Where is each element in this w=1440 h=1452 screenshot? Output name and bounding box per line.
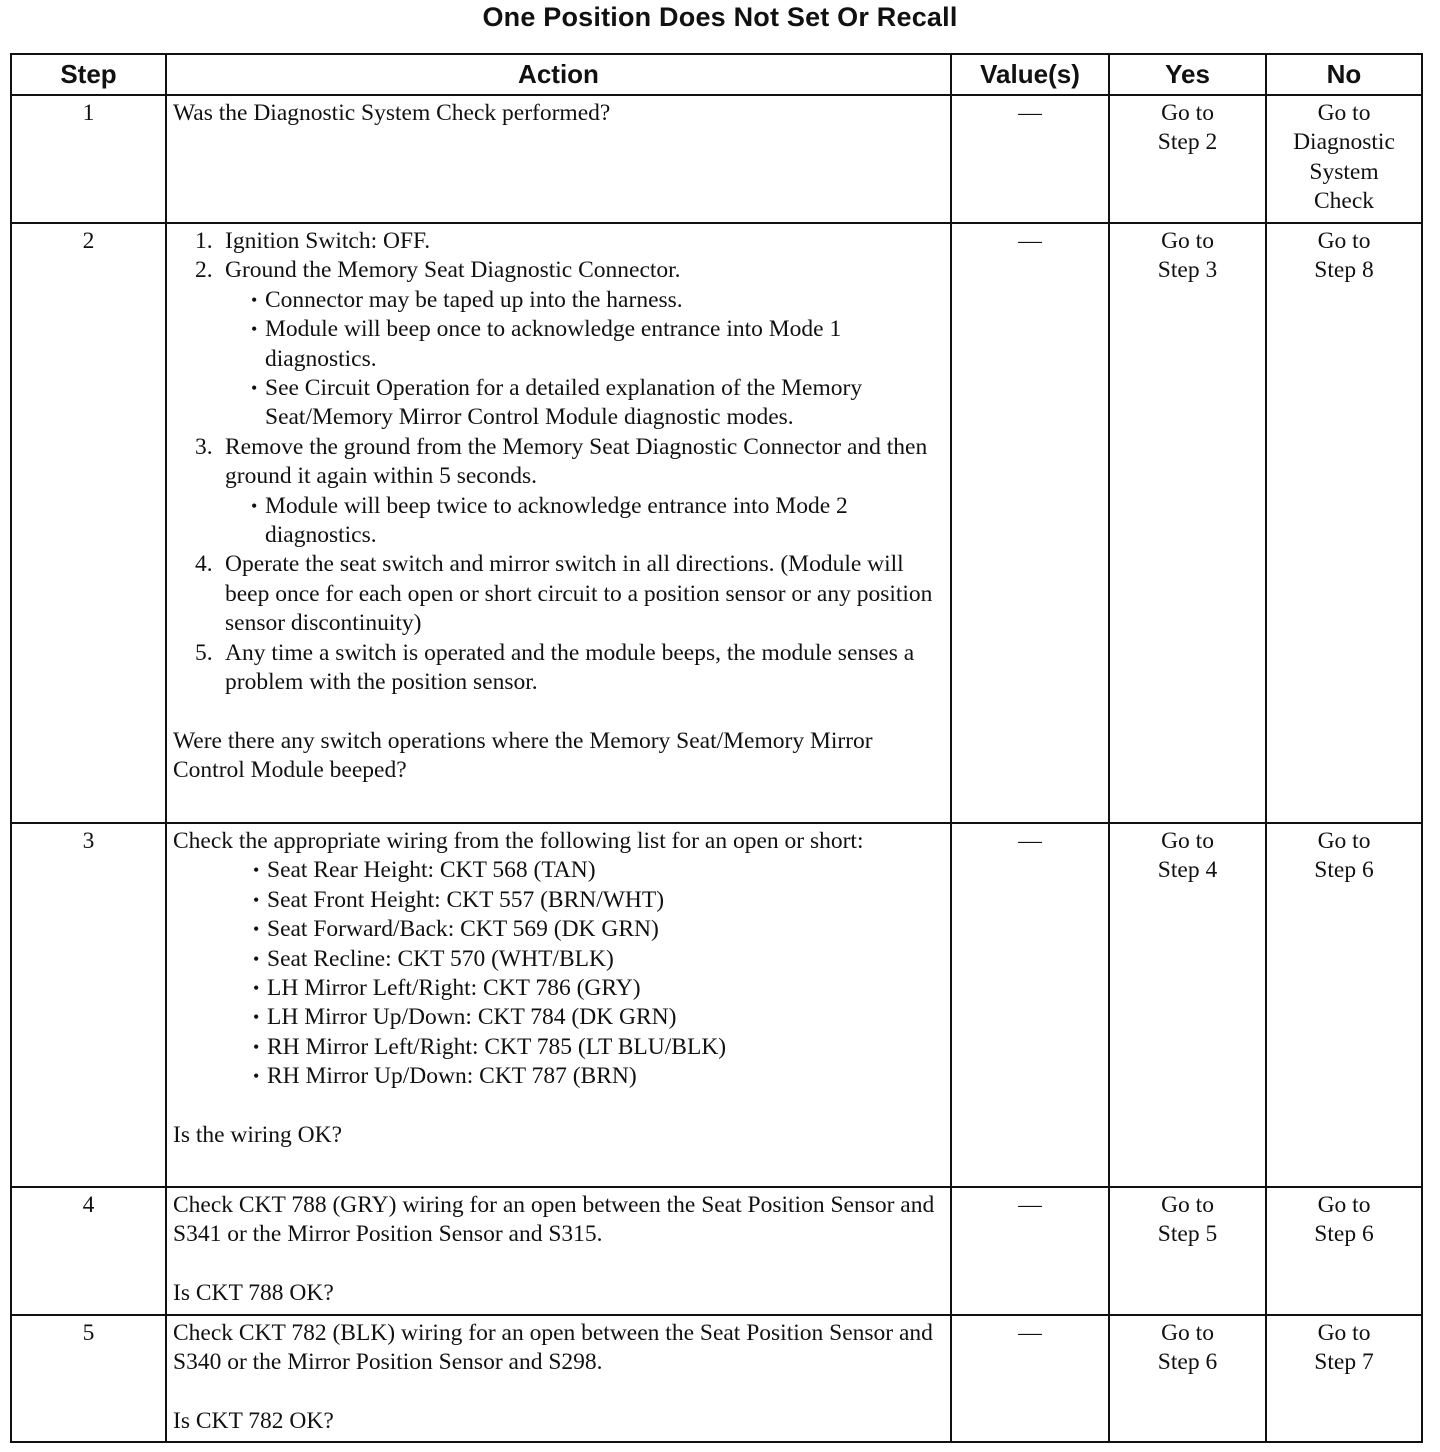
question-text: Is CKT 788 OK?: [173, 1280, 334, 1307]
bullet-item: • Module will beep once to acknowledge entrance into Mode 1 diagnostics.: [225, 315, 944, 374]
yes-cell: [1109, 1315, 1266, 1442]
step-number: 4: [11, 1187, 166, 1315]
procedure-item: 1. Ignition Switch: OFF.: [195, 228, 431, 254]
wiring-item: • Seat Forward/Back: CKT 569 (DK GRN): [173, 915, 944, 944]
yes-line: Go to: [1161, 828, 1214, 854]
yes-line: Step 5: [1157, 1221, 1218, 1248]
bullet-list: [225, 492, 944, 551]
action-cell: [166, 1187, 951, 1315]
step-number: 3: [11, 823, 166, 1187]
no-cell: [1266, 823, 1422, 1187]
no-line: Go to: [1317, 1192, 1371, 1218]
no-line: Step 6: [1314, 1221, 1374, 1248]
no-cell: [1266, 1315, 1422, 1442]
header-yes: Yes: [1109, 54, 1266, 95]
wiring-item: • RH Mirror Left/Right: CKT 785 (LT BLU/BLK): [173, 1033, 944, 1062]
action-cell: [166, 1315, 951, 1442]
procedure-item: 2. Ground the Memory Seat Diagnostic Connector. • Connector may be taped up into the harness. • Module will beep once to acknowledge entrance into Mode 1 diagnostics. • See Circuit Operation for a detailed explanation of the Memory Seat/Memory Mirror Control Module diagnostic modes.: [173, 256, 944, 432]
yes-line: Go to: [1161, 1320, 1214, 1346]
diagnostic-table: [10, 53, 1423, 1443]
step-number: 5: [11, 1315, 166, 1442]
header-no: No: [1266, 54, 1422, 95]
no-cell: [1266, 95, 1422, 223]
no-line: Go to: [1317, 100, 1371, 126]
value-cell: —: [951, 95, 1109, 223]
table-row: [11, 95, 1422, 223]
yes-cell: [1109, 1187, 1266, 1315]
procedure-item: 4. Operate the seat switch and mirror switch in all directions. (Module will beep once for each open or short circuit to a position sensor or any position sensor discontinuity): [195, 551, 933, 637]
yes-cell: [1109, 95, 1266, 223]
no-line: Go to: [1317, 1320, 1371, 1346]
header-action: Action: [166, 54, 951, 95]
value-cell: —: [951, 1315, 1109, 1442]
yes-line: Step 4: [1157, 857, 1218, 884]
page-title: One Position Does Not Set Or Recall: [482, 2, 958, 32]
no-line: Go to: [1317, 828, 1371, 854]
action-cell: [166, 823, 951, 1187]
wiring-item: • LH Mirror Left/Right: CKT 786 (GRY): [173, 974, 944, 1003]
procedure-list: [173, 227, 944, 698]
step-number: 2: [11, 223, 166, 823]
table-row: [11, 1315, 1422, 1442]
wiring-item: • LH Mirror Up/Down: CKT 784 (DK GRN): [173, 1003, 944, 1032]
header-row: [11, 54, 1422, 95]
yes-line: Step 2: [1157, 129, 1218, 156]
header-values: Value(s): [951, 54, 1109, 95]
yes-line: Go to: [1161, 1192, 1214, 1218]
procedure-item: 3. Remove the ground from the Memory Seat Diagnostic Connector and then ground it again within 5 seconds. • Module will beep twice to acknowledge entrance into Mode 2 diagnostics.: [173, 433, 944, 551]
table-row: [11, 1187, 1422, 1315]
table-row: [11, 223, 1422, 823]
no-line: Step 6: [1314, 857, 1374, 884]
action-text: Check CKT 788 (GRY) wiring for an open between the Seat Position Sensor and S341 or the Mirror Position Sensor and S315.: [173, 1192, 935, 1248]
bullet-item: • See Circuit Operation for a detailed explanation of the Memory Seat/Memory Mirror Control Module diagnostic modes.: [225, 374, 944, 433]
no-line: Diagnostic: [1293, 129, 1395, 156]
yes-line: Go to: [1161, 100, 1214, 126]
no-cell: [1266, 1187, 1422, 1315]
wiring-item: • Seat Front Height: CKT 557 (BRN/WHT): [173, 886, 944, 915]
value-cell: —: [951, 223, 1109, 823]
no-line: System: [1309, 158, 1379, 185]
action-cell: [166, 223, 951, 823]
yes-cell: [1109, 223, 1266, 823]
bullet-item: • Module will beep twice to acknowledge entrance into Mode 2 diagnostics.: [225, 492, 944, 551]
wiring-item: • Seat Recline: CKT 570 (WHT/BLK): [173, 945, 944, 974]
wiring-item: • Seat Rear Height: CKT 568 (TAN): [173, 856, 944, 885]
question-text: Is CKT 782 OK?: [173, 1408, 334, 1435]
action-text: Was the Diagnostic System Check performed?: [173, 100, 611, 126]
wiring-list: [173, 856, 944, 1091]
yes-cell: [1109, 823, 1266, 1187]
action-text: Check the appropriate wiring from the following list for an open or short:: [173, 828, 864, 854]
yes-line: Step 6: [1157, 1349, 1218, 1376]
action-text: Check CKT 782 (BLK) wiring for an open between the Seat Position Sensor and S340 or the Mirror Position Sensor and S298.: [173, 1320, 933, 1376]
yes-line: Step 3: [1157, 257, 1218, 284]
table-row: [11, 823, 1422, 1187]
no-line: Go to: [1317, 228, 1371, 254]
bullet-item: • Connector may be taped up into the harness.: [225, 286, 944, 315]
wiring-item: • RH Mirror Up/Down: CKT 787 (BRN): [173, 1062, 944, 1091]
yes-line: Go to: [1161, 228, 1214, 254]
no-line: Step 8: [1314, 257, 1374, 284]
bullet-list: [225, 286, 944, 433]
action-cell: [166, 95, 951, 223]
procedure-item: 5. Any time a switch is operated and the module beeps, the module senses a problem with the position sensor.: [195, 639, 915, 696]
no-line: Check: [1313, 188, 1375, 215]
header-step: Step: [11, 54, 166, 95]
question-text: Were there any switch operations where the Memory Seat/Memory Mirror Control Module beeped?: [173, 727, 873, 784]
no-cell: [1266, 223, 1422, 823]
no-line: Step 7: [1314, 1349, 1374, 1376]
value-cell: —: [951, 1187, 1109, 1315]
question-text: Is the wiring OK?: [173, 1122, 343, 1149]
value-cell: —: [951, 823, 1109, 1187]
step-number: 1: [11, 95, 166, 223]
